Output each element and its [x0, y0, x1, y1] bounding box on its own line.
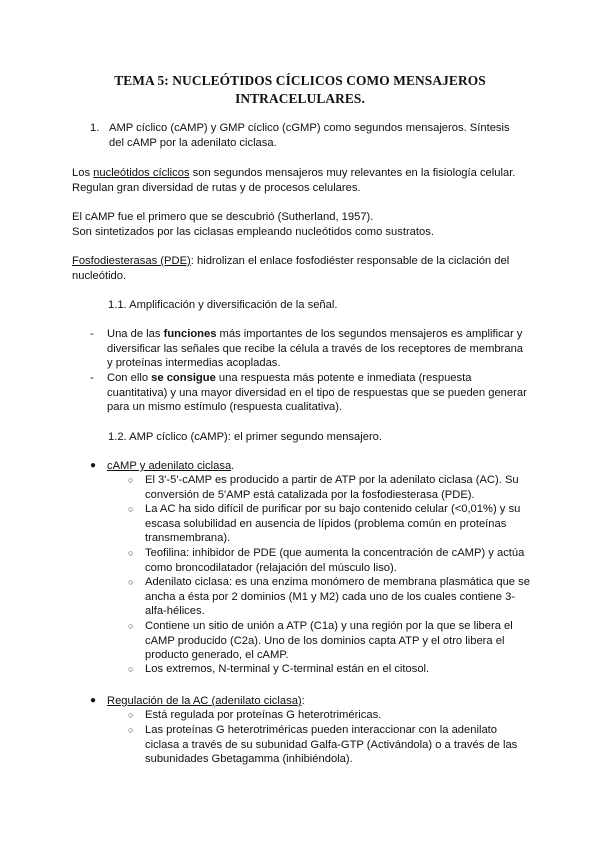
para1-suffix: son segundos mensajeros muy relevantes en la fisiología celular. Regulan gran diversidad de rutas y de procesos celulares. [72, 167, 516, 194]
bullet-marker: ● [90, 695, 97, 706]
paragraph-camp-history [72, 210, 532, 239]
list-item-text: Está regulada por proteínas G heterotriméricas. [145, 709, 382, 721]
dash1-bold: funciones [163, 328, 217, 340]
circle-marker: ○ [128, 577, 134, 587]
circle-marker: ○ [128, 504, 134, 514]
subsection-1-2: 1.2. AMP cíclico (cAMP): el primer segundo mensajero. [108, 431, 382, 443]
dash2-bold: se consigue [151, 372, 216, 384]
circle-marker: ○ [128, 664, 134, 674]
dash1-prefix: Una de las [107, 328, 164, 340]
dash-marker: - [90, 372, 94, 384]
dash-marker: - [90, 328, 94, 340]
cyclic-nucleotides-term: nucleótidos cíclicos [93, 167, 190, 179]
circle-marker: ○ [128, 725, 134, 735]
subsection-1-1: 1.1. Amplificación y diversificación de la señal. [108, 299, 338, 311]
bullet-marker: ● [90, 460, 97, 471]
bullet-2-underlined: Regulación de la AC (adenilato ciclasa) [107, 695, 302, 707]
list-item-text: La AC ha sido difícil de purificar por su bajo contenido celular (<0,01%) y su escasa solubilidad en ausencia de lípidos (problema común en proteínas transmembrana). [145, 503, 521, 545]
dash2-suffix: una respuesta más potente e inmediata (respuesta cuantitativa) y una mayor diversidad en el tipo de respuestas que se pueden generar para un mismo estímulo (respuesta cualitativa). [107, 372, 527, 414]
dash2-prefix: Con ello [107, 372, 152, 384]
para1-prefix: Los [72, 167, 94, 179]
bullet-1-underlined: cAMP y adenilato ciclasa [107, 460, 232, 472]
list-item-text: Teofilina: inhibidor de PDE (que aumenta la concentración de cAMP) y actúa como broncodilatador (relajación del músculo liso). [145, 547, 525, 574]
section-1-text: AMP cíclico (cAMP) y GMP cíclico (cGMP) como segundos mensajeros. Síntesis del cAMP por la adenilato ciclasa. [109, 122, 510, 149]
list-item-text: Contiene un sitio de unión a ATP (C1a) y una región por la que se libera el cAMP producido (C2a). Uno de los dominios capta ATP y el otro libera el producto generado, el cAMP. [145, 620, 513, 662]
paragraph-phosphodiesterases [72, 254, 532, 283]
bullet-2-heading [107, 694, 530, 709]
pde-term: Fosfodiesterasas (PDE) [72, 255, 191, 267]
title-line-2: INTRACELULARES. [235, 91, 365, 106]
circle-marker: ○ [128, 621, 134, 631]
bullet-1-suffix: . [231, 460, 235, 472]
list-item-text: El 3'-5'-cAMP es producido a partir de ATP por la adenilato ciclasa (AC). Su conversión de 5'AMP está catalizada por la fosfodiesterasa (PDE). [145, 474, 519, 501]
dash-item-1-text [107, 327, 530, 371]
list-item-text: Las proteínas G heterotriméricas pueden interaccionar con la adenilato ciclasa a través de su subunidad Galfa-GTP (Activándola) o a través de las subunidades Gbetagamma (inhibiéndola). [145, 724, 518, 766]
list-item-text: Adenilato ciclasa: es una enzima monómero de membrana plasmática que se ancha a ésta por 2 dominios (M1 y M2) cada uno de los cuales contiene 3-alfa-hélices. [145, 576, 530, 618]
page-title [72, 72, 528, 108]
list-item-text: Los extremos, N-terminal y C-terminal están en el citosol. [145, 663, 430, 675]
para2-line-1: El cAMP fue el primero que se descubrió (Sutherland, 1957). [72, 211, 374, 223]
section-1-number: 1. [90, 122, 100, 134]
para3-suffix: : hidrolizan el enlace fosfodiéster responsable de la ciclación del nucleótido. [72, 255, 510, 282]
dash-item-2-text [107, 371, 530, 415]
paragraph-cyclic-nucleotides [72, 166, 532, 195]
circle-marker: ○ [128, 475, 134, 485]
para2-line-2: Son sintetizados por las ciclasas empleando nucleótidos como sustratos. [72, 225, 434, 238]
dash1-suffix: más importantes de los segundos mensajeros es amplificar y diversificar las señales que recibe la célula a través de los receptores de membrana y proteínas intermedias acopladas. [107, 328, 524, 370]
bullet-1-heading [107, 459, 530, 474]
title-line-1: TEMA 5: NUCLEÓTIDOS CÍCLICOS COMO MENSAJEROS [114, 73, 486, 88]
circle-marker: ○ [128, 710, 134, 720]
circle-marker: ○ [128, 548, 134, 558]
bullet-2-suffix: : [301, 695, 305, 707]
